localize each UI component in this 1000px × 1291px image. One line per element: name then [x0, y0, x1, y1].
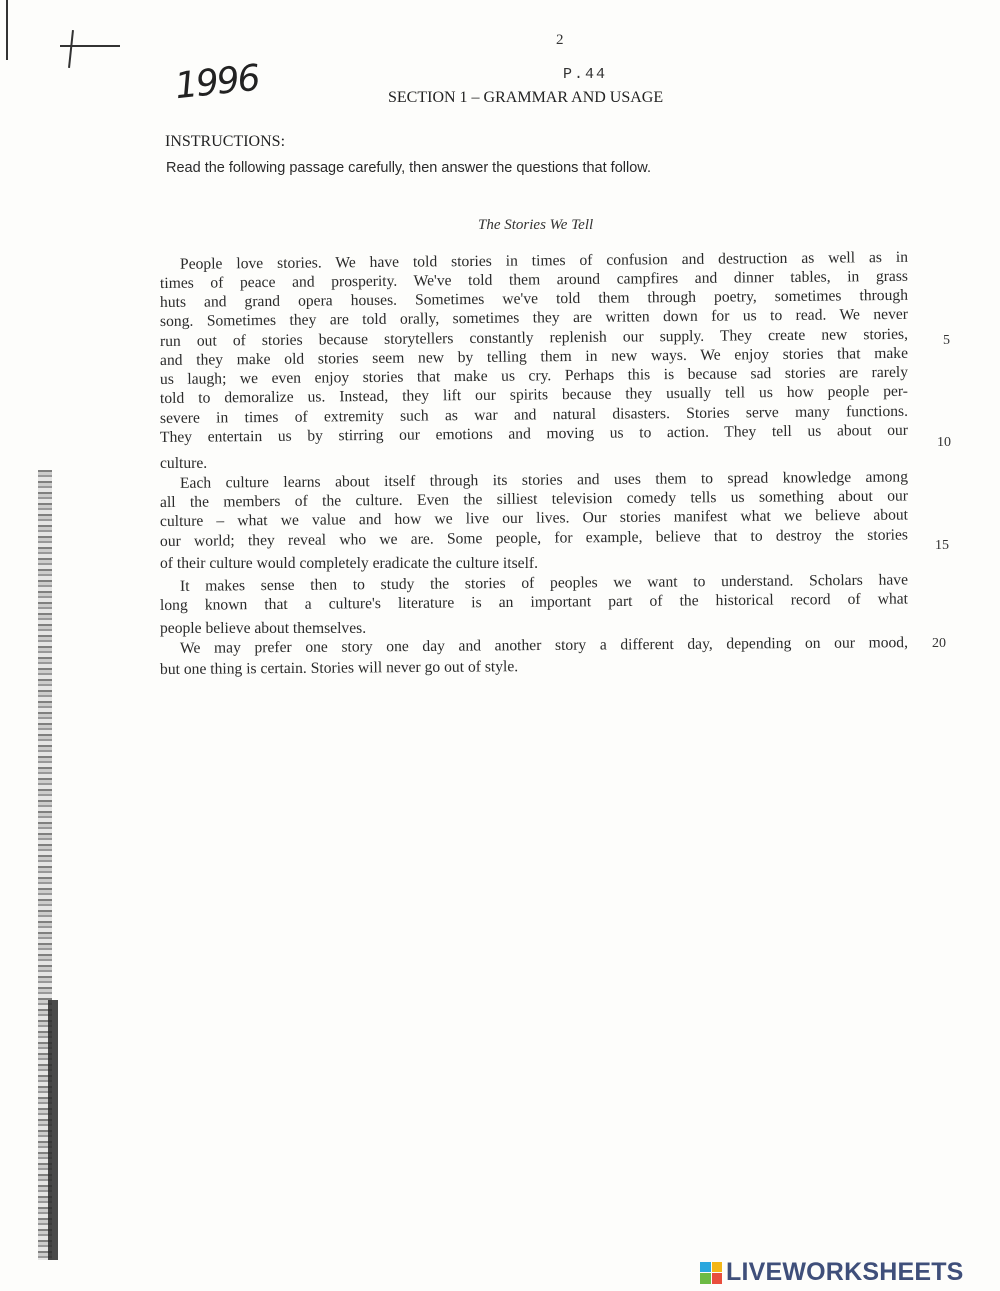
passage-line: but one thing is certain. Stories will never go out of style.: [159, 658, 519, 678]
passage-line: They entertain us by stirring our emotions and moving us to action. They tell us about our: [159, 421, 909, 446]
liveworksheets-logo-icon: [700, 1262, 722, 1284]
scan-binding-shadow-dark: [48, 1000, 58, 1260]
paper-code: P.44: [563, 66, 608, 83]
section-title: SECTION 1 – GRAMMAR AND USAGE: [388, 89, 664, 106]
passage-line: song. Sometimes they are told orally, sometimes they are written down for us to read. We never: [159, 305, 909, 330]
page-number: 2: [556, 32, 564, 48]
passage-line: all the members of the culture. Even the silliest television comedy tells us something about our: [159, 487, 909, 511]
passage-line: severe in times of extremity such as war and natural disasters. Stories serve many functions.: [159, 402, 909, 427]
pen-mark-vertical: [68, 30, 74, 68]
scan-edge-mark: [6, 0, 8, 60]
passage-line: culture.: [160, 455, 208, 472]
passage-line: of their culture would completely eradicate the culture itself.: [160, 555, 538, 572]
passage-line: and they make old stories seem new by telling them in new ways. We enjoy stories that make: [159, 344, 909, 369]
passage-line: run out of stories because storytellers constantly replenish our supply. They create new stories,: [159, 325, 909, 350]
instructions-heading: INSTRUCTIONS:: [165, 133, 286, 150]
line-number-15: 15: [935, 538, 949, 553]
passage-line: Each culture learns about itself through its stories and uses them to spread knowledge among: [179, 468, 909, 492]
passage-line: told to demoralize us. Instead, they lift our spirits because they usually tell us how people per-: [159, 382, 909, 407]
handwritten-year: 1996: [173, 57, 261, 108]
instructions-text: Read the following passage carefully, then answer the questions that follow.: [166, 160, 651, 176]
line-number-10: 10: [937, 435, 951, 450]
pen-mark: [60, 45, 120, 47]
line-number-20: 20: [932, 636, 946, 651]
passage-line: our world; they reveal who we are. Some people, for example, believe that to destroy the stories: [159, 526, 909, 550]
passage-line: huts and grand opera houses. Sometimes we've told them through poetry, sometimes through: [159, 286, 909, 311]
liveworksheets-logo[interactable]: [700, 1258, 964, 1287]
passage-line: people believe about themselves.: [160, 620, 367, 637]
passage-line: times of peace and prosperity. We've told them around campfires and dinner tables, in grass: [159, 267, 909, 292]
passage-line: culture – what we value and how we live our lives. Our stories manifest what we believe about: [159, 506, 909, 530]
line-number-5: 5: [943, 333, 950, 348]
passage-line: It makes sense then to study the stories of peoples we want to understand. Scholars have: [179, 571, 909, 595]
passage-line: People love stories. We have told stories in times of confusion and destruction as well as in: [179, 248, 909, 273]
passage-line: long known that a culture's literature is an important part of the historical record of what: [159, 590, 909, 614]
passage-line: We may prefer one story one day and another story a different day, depending on our mood,: [179, 634, 909, 657]
passage-title: The Stories We Tell: [478, 217, 594, 233]
passage-line: us laugh; we even enjoy stories that make us cry. Perhaps this is because sad stories are rarely: [159, 363, 909, 388]
liveworksheets-logo-text: LIVEWORKSHEETS: [726, 1258, 964, 1286]
